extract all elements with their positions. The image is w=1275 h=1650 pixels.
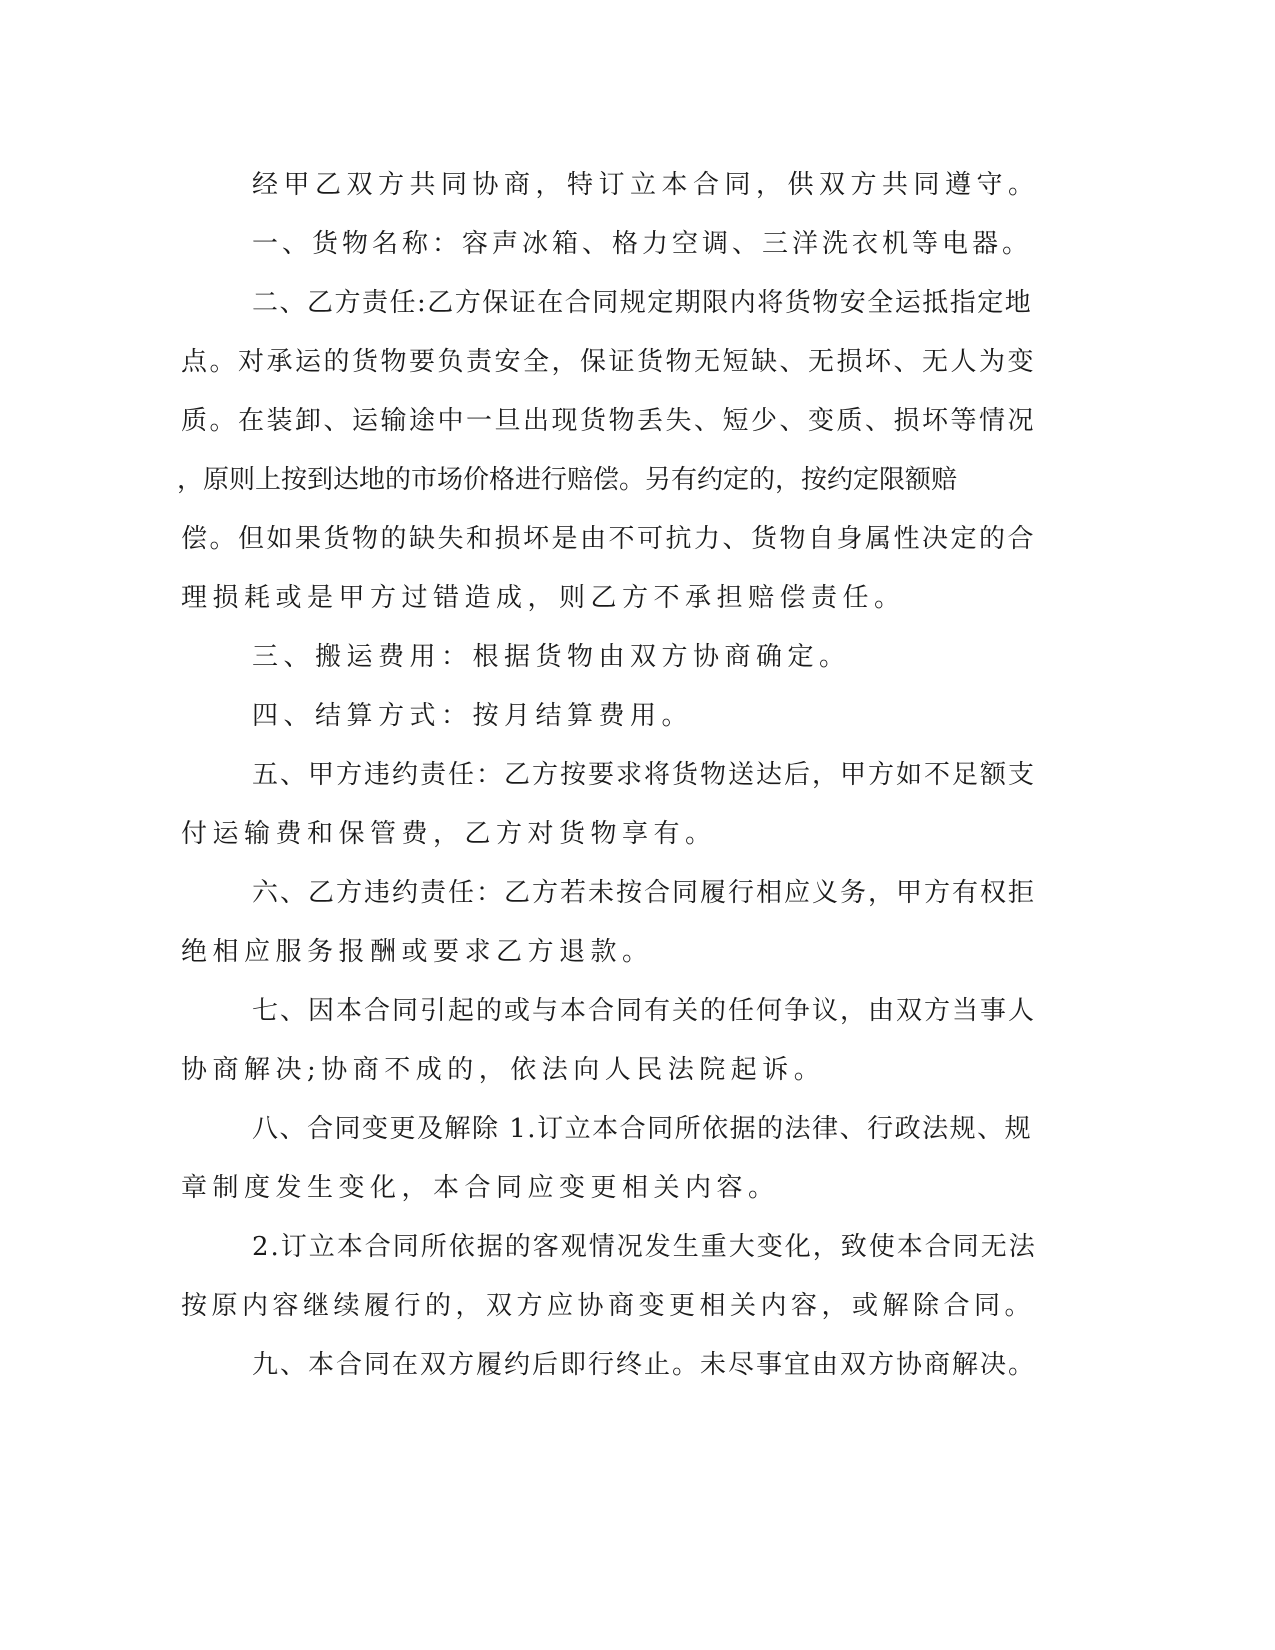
clause-8-item-2-line-2: 按原内容继续履行的，双方应协商变更相关内容，或解除合同。 xyxy=(181,1291,1036,1321)
clause-2-line-1: 二、乙方责任:乙方保证在合同规定期限内将货物安全运抵指定地 xyxy=(252,288,1033,318)
clause-8-line-2: 章制度发生变化，本合同应变更相关内容。 xyxy=(181,1173,780,1203)
clause-8-item-2-line-1: 2.订立本合同所依据的客观情况发生重大变化，致使本合同无法 xyxy=(252,1232,1037,1262)
contract-body xyxy=(177,156,1041,1395)
clause-6-line-2: 绝相应服务报酬或要求乙方退款。 xyxy=(181,937,654,967)
clause-4-settlement: 四、结算方式：按月结算费用。 xyxy=(252,701,694,731)
clause-5-line-1: 五、甲方违约责任：乙方按要求将货物送达后，甲方如不足额支 xyxy=(252,760,1037,790)
clause-2-line-2: 点。对承运的货物要负责安全，保证货物无短缺、无损坏、无人为变 xyxy=(181,347,1037,377)
clause-5-line-2: 付运输费和保管费，乙方对货物享有。 xyxy=(181,819,717,849)
clause-9-termination: 九、本合同在双方履约后即行终止。未尽事宜由双方协商解决。 xyxy=(252,1350,1037,1380)
clause-2-line-3: 质。在装卸、运输途中一旦出现货物丢失、短少、变质、损坏等情况 xyxy=(181,406,1037,436)
clause-1-goods-name: 一、货物名称：容声冰箱、格力空调、三洋洗衣机等电器。 xyxy=(252,229,1033,259)
clause-6-line-1: 六、乙方违约责任：乙方若未按合同履行相应义务，甲方有权拒 xyxy=(252,878,1037,908)
clause-2-line-4: ，原则上按到达地的市场价格进行赔偿。另有约定的，按约定限额赔 xyxy=(177,465,958,495)
clause-7-line-1: 七、因本合同引起的或与本合同有关的任何争议，由双方当事人 xyxy=(252,996,1037,1026)
clause-7-line-2: 协商解决;协商不成的，依法向人民法院起诉。 xyxy=(181,1055,826,1085)
intro-line: 经甲乙双方共同协商，特订立本合同，供双方共同遵守。 xyxy=(252,170,1040,200)
clause-2-line-5: 偿。但如果货物的缺失和损坏是由不可抗力、货物自身属性决定的合 xyxy=(181,524,1037,554)
clause-3-handling-fee: 三、搬运费用：根据货物由双方协商确定。 xyxy=(252,642,851,672)
clause-8-line-1: 八、合同变更及解除 1.订立本合同所依据的法律、行政法规、规 xyxy=(252,1114,1033,1144)
clause-2-line-6: 理损耗或是甲方过错造成，则乙方不承担赔偿责任。 xyxy=(181,583,906,613)
